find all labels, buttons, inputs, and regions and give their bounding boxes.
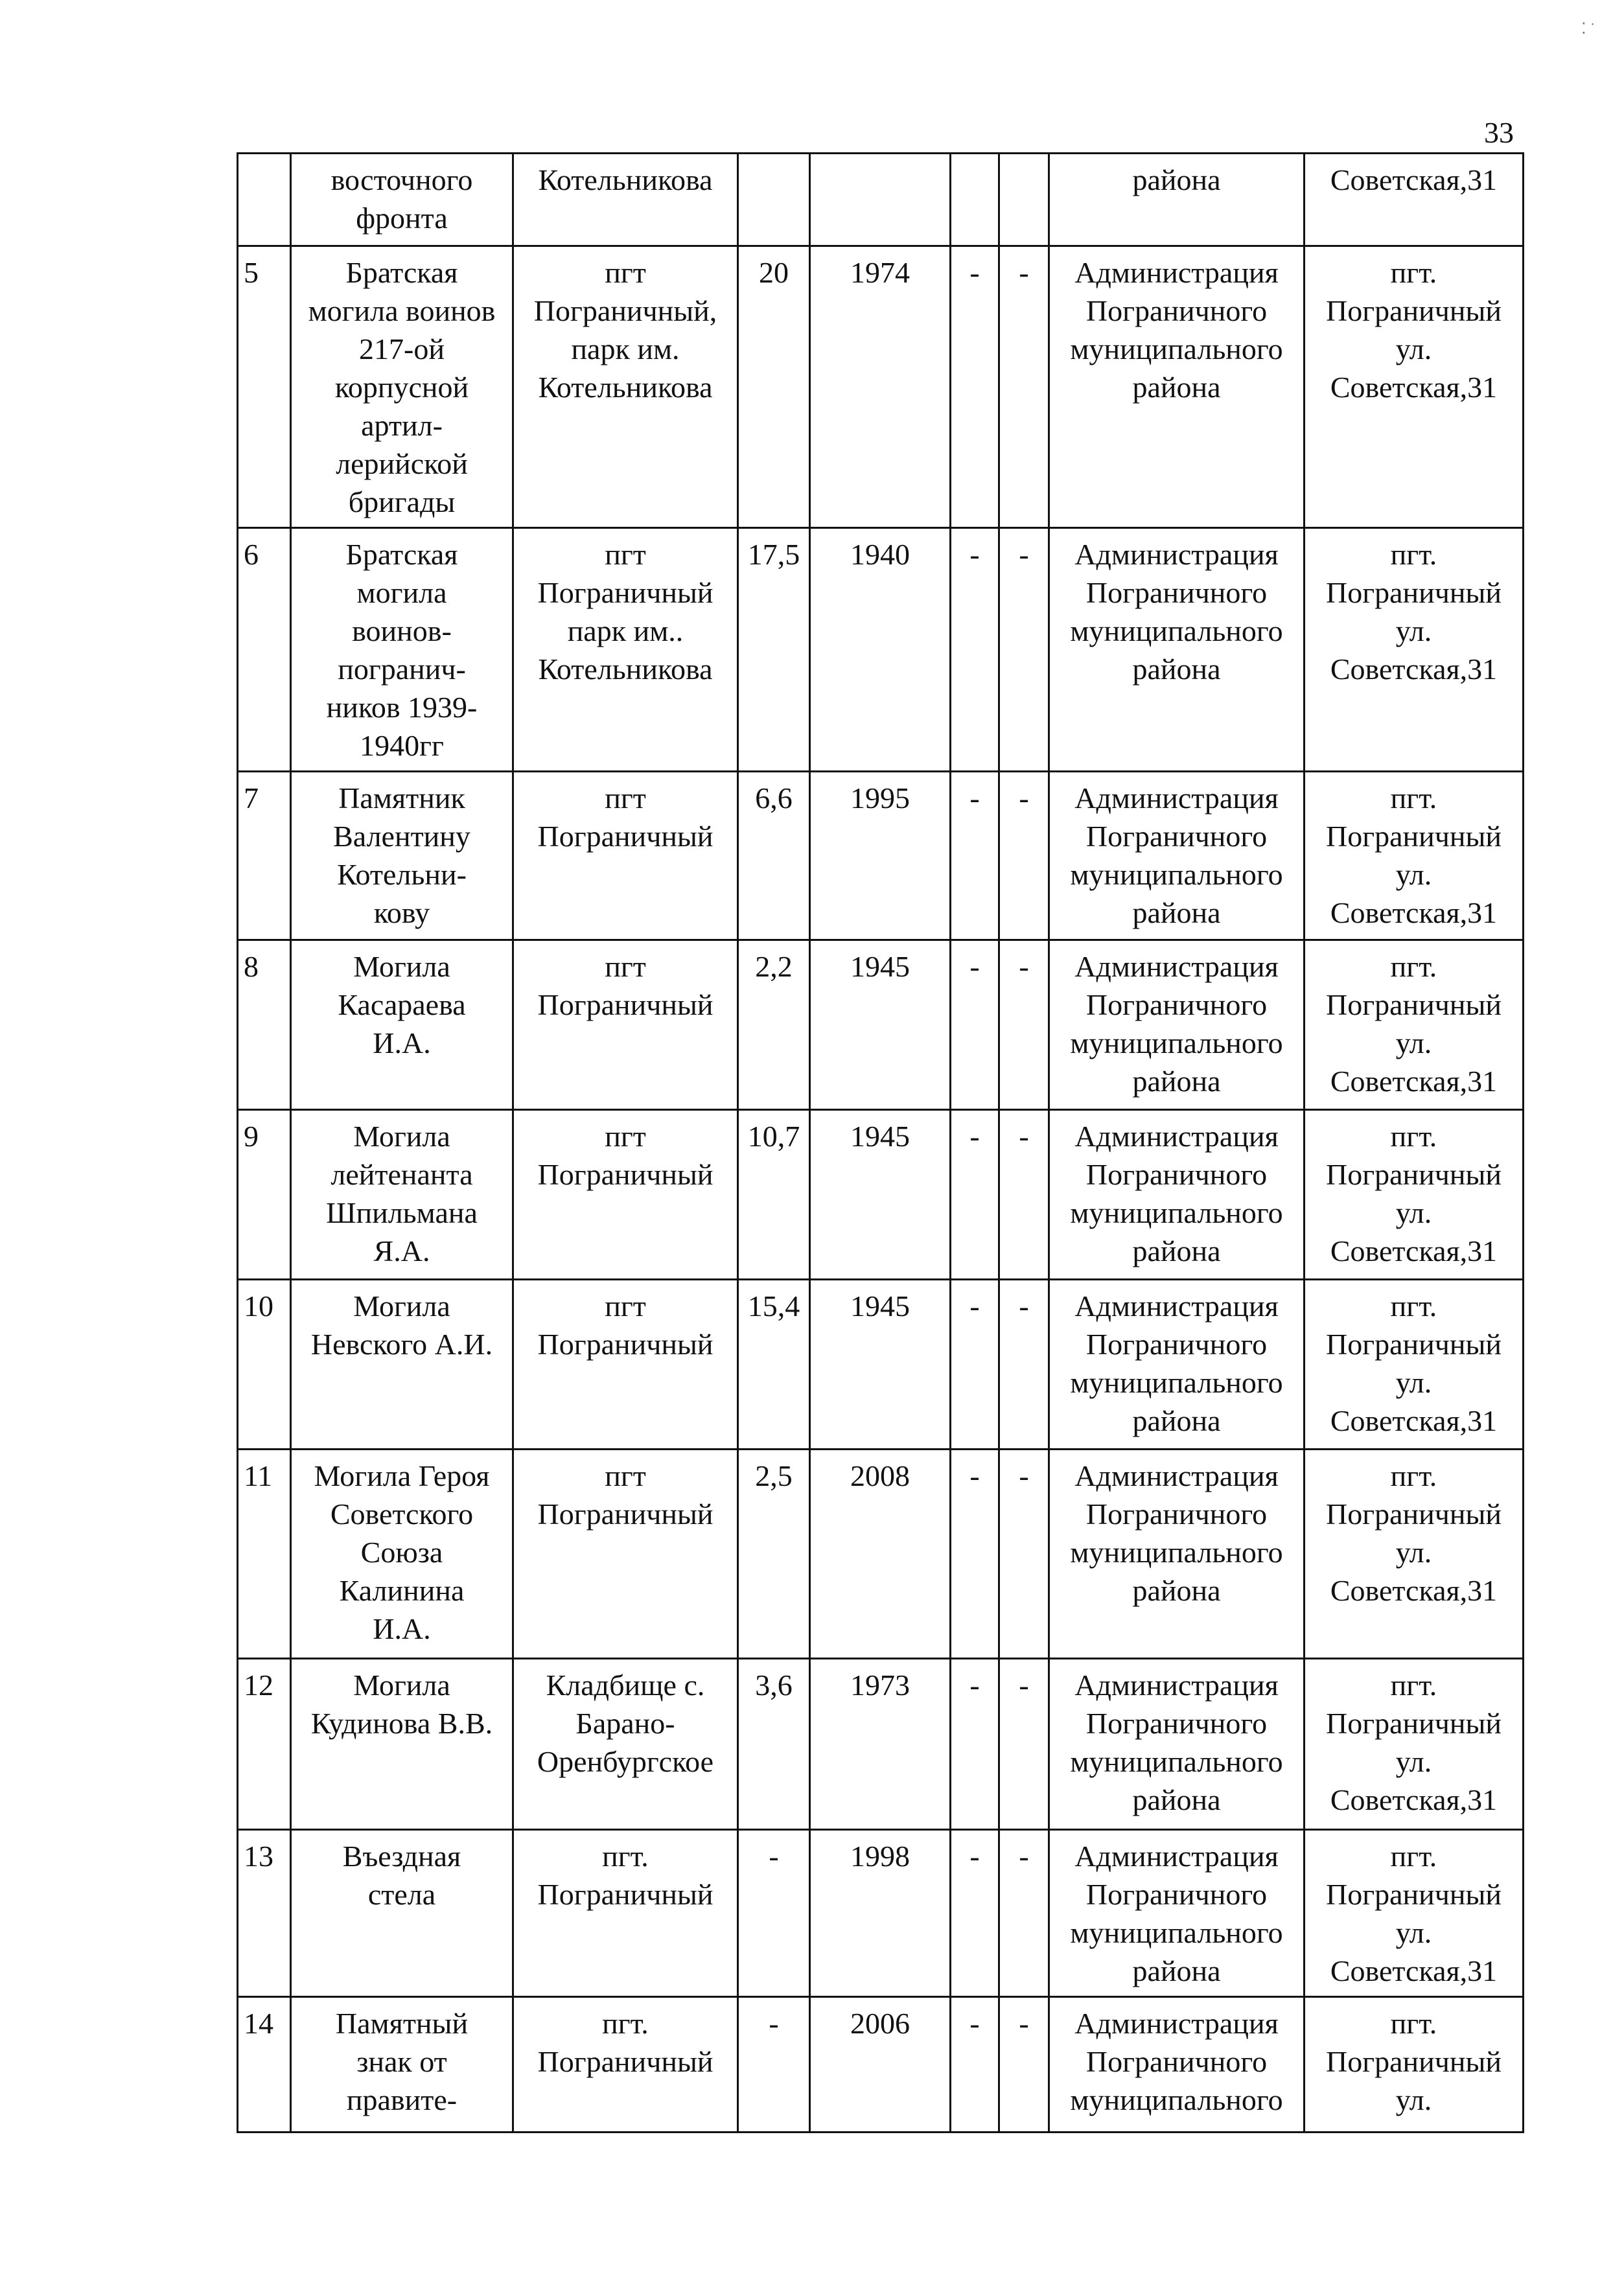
owner-cell: Администрация Пограничного муниципального района	[1049, 1659, 1305, 1830]
table-row	[238, 1997, 1524, 2133]
monument-name-cell: восточного фронта	[291, 154, 513, 246]
area-cell: -	[738, 1997, 810, 2133]
owner-address-cell: пгт. Пограничный ул. Советская,31	[1305, 528, 1524, 772]
column-7-cell: -	[999, 528, 1049, 772]
owner-cell: Администрация Пограничного муниципального	[1049, 1997, 1305, 2133]
monuments-table	[237, 152, 1524, 2133]
owner-address-cell: пгт. Пограничный ул. Советская,31	[1305, 1659, 1524, 1830]
year-cell	[810, 154, 951, 246]
owner-address-cell: пгт. Пограничный ул. Советская,31	[1305, 246, 1524, 528]
monument-name-cell: Братская могила воинов 217-ой корпусной артил- лерийской бригады	[291, 246, 513, 528]
location-cell: пгт. Пограничный	[513, 1997, 738, 2133]
location-cell: Кладбище с. Барано- Оренбургское	[513, 1659, 738, 1830]
area-cell: 3,6	[738, 1659, 810, 1830]
monument-name-cell: Братская могила воинов- погранич- ников 1939- 1940гг	[291, 528, 513, 772]
monument-name-cell: Могила Героя Советского Союза Калинина И.А.	[291, 1450, 513, 1659]
column-7-cell: -	[999, 1659, 1049, 1830]
owner-cell: Администрация Пограничного муниципального района	[1049, 1280, 1305, 1450]
owner-address-cell: пгт. Пограничный ул. Советская,31	[1305, 772, 1524, 940]
column-6-cell: -	[951, 940, 999, 1110]
scan-artifact: ⁚ ˙	[1581, 21, 1595, 38]
column-6-cell	[951, 154, 999, 246]
column-6-cell: -	[951, 1830, 999, 1997]
year-cell: 1995	[810, 772, 951, 940]
location-cell: пгт Пограничный парк им.. Котельникова	[513, 528, 738, 772]
year-cell: 2006	[810, 1997, 951, 2133]
area-cell: 15,4	[738, 1280, 810, 1450]
location-cell: пгт Пограничный	[513, 1110, 738, 1280]
area-cell: 17,5	[738, 528, 810, 772]
owner-address-cell: пгт. Пограничный ул. Советская,31	[1305, 940, 1524, 1110]
year-cell: 1945	[810, 940, 951, 1110]
column-6-cell: -	[951, 246, 999, 528]
row-number-cell: 10	[238, 1280, 291, 1450]
monument-name-cell: Могила лейтенанта Шпильмана Я.А.	[291, 1110, 513, 1280]
location-cell: пгт Пограничный	[513, 772, 738, 940]
owner-cell: района	[1049, 154, 1305, 246]
table-row	[238, 246, 1524, 528]
year-cell: 1974	[810, 246, 951, 528]
monument-name-cell: Могила Кудинова В.В.	[291, 1659, 513, 1830]
location-cell: пгт Пограничный	[513, 1280, 738, 1450]
row-number-cell: 6	[238, 528, 291, 772]
owner-cell: Администрация Пограничного муниципального района	[1049, 772, 1305, 940]
area-cell: -	[738, 1830, 810, 1997]
column-7-cell: -	[999, 246, 1049, 528]
area-cell: 20	[738, 246, 810, 528]
column-6-cell: -	[951, 1280, 999, 1450]
owner-address-cell: пгт. Пограничный ул. Советская,31	[1305, 1830, 1524, 1997]
year-cell: 1998	[810, 1830, 951, 1997]
owner-cell: Администрация Пограничного муниципального района	[1049, 1450, 1305, 1659]
table-row	[238, 1110, 1524, 1280]
column-7-cell: -	[999, 1110, 1049, 1280]
owner-cell: Администрация Пограничного муниципального района	[1049, 1830, 1305, 1997]
column-7-cell: -	[999, 1280, 1049, 1450]
row-number-cell: 7	[238, 772, 291, 940]
row-number-cell: 9	[238, 1110, 291, 1280]
column-7-cell: -	[999, 1997, 1049, 2133]
year-cell: 1973	[810, 1659, 951, 1830]
page-number: 33	[1484, 116, 1514, 149]
year-cell: 1945	[810, 1110, 951, 1280]
location-cell: Котельникова	[513, 154, 738, 246]
column-6-cell: -	[951, 1450, 999, 1659]
table-row	[238, 528, 1524, 772]
table-row	[238, 1659, 1524, 1830]
column-6-cell: -	[951, 1659, 999, 1830]
owner-address-cell: пгт. Пограничный ул. Советская,31	[1305, 1450, 1524, 1659]
monument-name-cell: Памятный знак от правите-	[291, 1997, 513, 2133]
area-cell: 10,7	[738, 1110, 810, 1280]
owner-address-cell: Советская,31	[1305, 154, 1524, 246]
table-row	[238, 1280, 1524, 1450]
monument-name-cell: Памятник Валентину Котельни- кову	[291, 772, 513, 940]
row-number-cell	[238, 154, 291, 246]
year-cell: 1940	[810, 528, 951, 772]
column-6-cell: -	[951, 772, 999, 940]
row-number-cell: 11	[238, 1450, 291, 1659]
location-cell: пгт Пограничный, парк им. Котельникова	[513, 246, 738, 528]
year-cell: 2008	[810, 1450, 951, 1659]
owner-cell: Администрация Пограничного муниципального района	[1049, 528, 1305, 772]
location-cell: пгт Пограничный	[513, 1450, 738, 1659]
table-row	[238, 1830, 1524, 1997]
location-cell: пгт. Пограничный	[513, 1830, 738, 1997]
area-cell	[738, 154, 810, 246]
row-number-cell: 14	[238, 1997, 291, 2133]
owner-address-cell: пгт. Пограничный ул. Советская,31	[1305, 1280, 1524, 1450]
column-7-cell: -	[999, 1830, 1049, 1997]
column-6-cell: -	[951, 1110, 999, 1280]
column-7-cell: -	[999, 772, 1049, 940]
column-7-cell: -	[999, 1450, 1049, 1659]
owner-cell: Администрация Пограничного муниципального района	[1049, 246, 1305, 528]
owner-cell: Администрация Пограничного муниципального района	[1049, 1110, 1305, 1280]
column-7-cell: -	[999, 940, 1049, 1110]
table-row	[238, 772, 1524, 940]
table-row	[238, 154, 1524, 246]
column-6-cell: -	[951, 528, 999, 772]
area-cell: 2,2	[738, 940, 810, 1110]
monument-name-cell: Могила Невского А.И.	[291, 1280, 513, 1450]
row-number-cell: 5	[238, 246, 291, 528]
owner-address-cell: пгт. Пограничный ул.	[1305, 1997, 1524, 2133]
area-cell: 2,5	[738, 1450, 810, 1659]
owner-cell: Администрация Пограничного муниципального района	[1049, 940, 1305, 1110]
monument-name-cell: Въездная стела	[291, 1830, 513, 1997]
year-cell: 1945	[810, 1280, 951, 1450]
column-6-cell: -	[951, 1997, 999, 2133]
table-row	[238, 940, 1524, 1110]
column-7-cell	[999, 154, 1049, 246]
owner-address-cell: пгт. Пограничный ул. Советская,31	[1305, 1110, 1524, 1280]
location-cell: пгт Пограничный	[513, 940, 738, 1110]
table-row	[238, 1450, 1524, 1659]
row-number-cell: 8	[238, 940, 291, 1110]
area-cell: 6,6	[738, 772, 810, 940]
row-number-cell: 12	[238, 1659, 291, 1830]
row-number-cell: 13	[238, 1830, 291, 1997]
monument-name-cell: Могила Касараева И.А.	[291, 940, 513, 1110]
